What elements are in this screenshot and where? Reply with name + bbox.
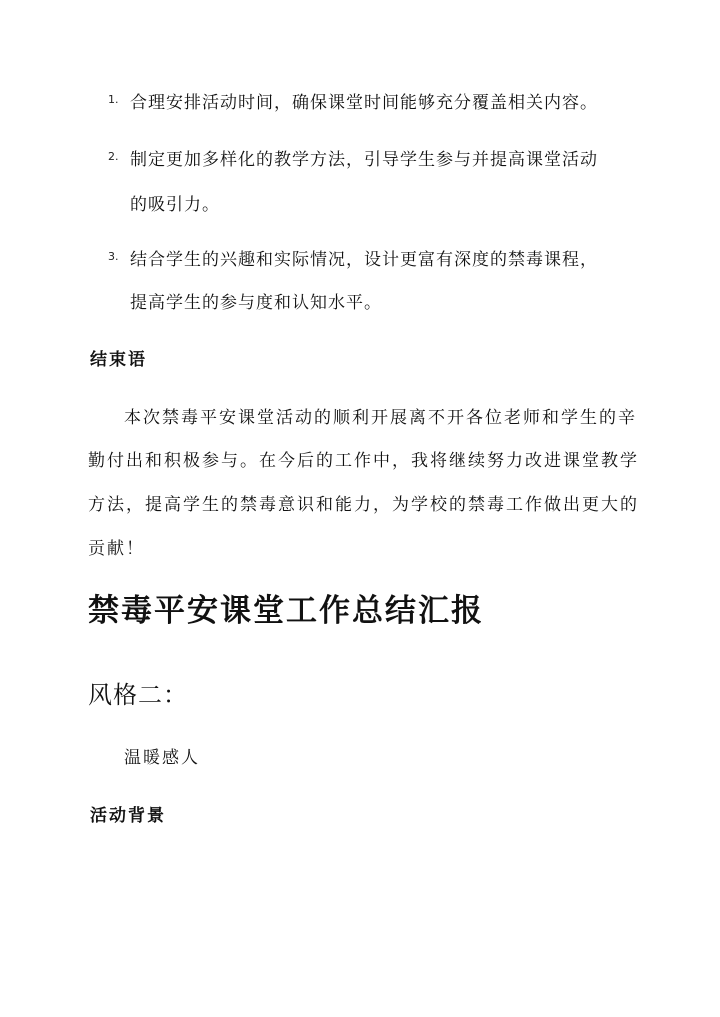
list-text: 的吸引力。 <box>130 195 220 215</box>
conclusion-line: 本次禁毒平安课堂活动的顺利开展离不开各位老师和学生的辛 <box>124 408 637 428</box>
style-subtitle: 温暖感人 <box>124 748 200 768</box>
list-text: 合理安排活动时间，确保课堂时间能够充分覆盖相关内容。 <box>130 93 598 113</box>
list-number: 3. <box>108 250 119 263</box>
list-number: 1. <box>108 93 119 106</box>
page-title: 禁毒平安课堂工作总结汇报 <box>88 593 484 629</box>
conclusion-heading: 结束语 <box>90 350 147 370</box>
style-heading: 风格二： <box>88 681 188 709</box>
conclusion-line: 贡献！ <box>88 539 145 559</box>
list-text: 结合学生的兴趣和实际情况，设计更富有深度的禁毒课程， <box>130 250 598 270</box>
conclusion-line: 方法，提高学生的禁毒意识和能力，为学校的禁毒工作做出更大的 <box>88 495 639 515</box>
list-text: 提高学生的参与度和认知水平。 <box>130 293 382 313</box>
conclusion-line: 勤付出和积极参与。在今后的工作中，我将继续努力改进课堂教学 <box>88 451 639 471</box>
list-number: 2. <box>108 150 119 163</box>
list-text: 制定更加多样化的教学方法，引导学生参与并提高课堂活动 <box>130 150 598 170</box>
activity-heading: 活动背景 <box>90 806 166 826</box>
